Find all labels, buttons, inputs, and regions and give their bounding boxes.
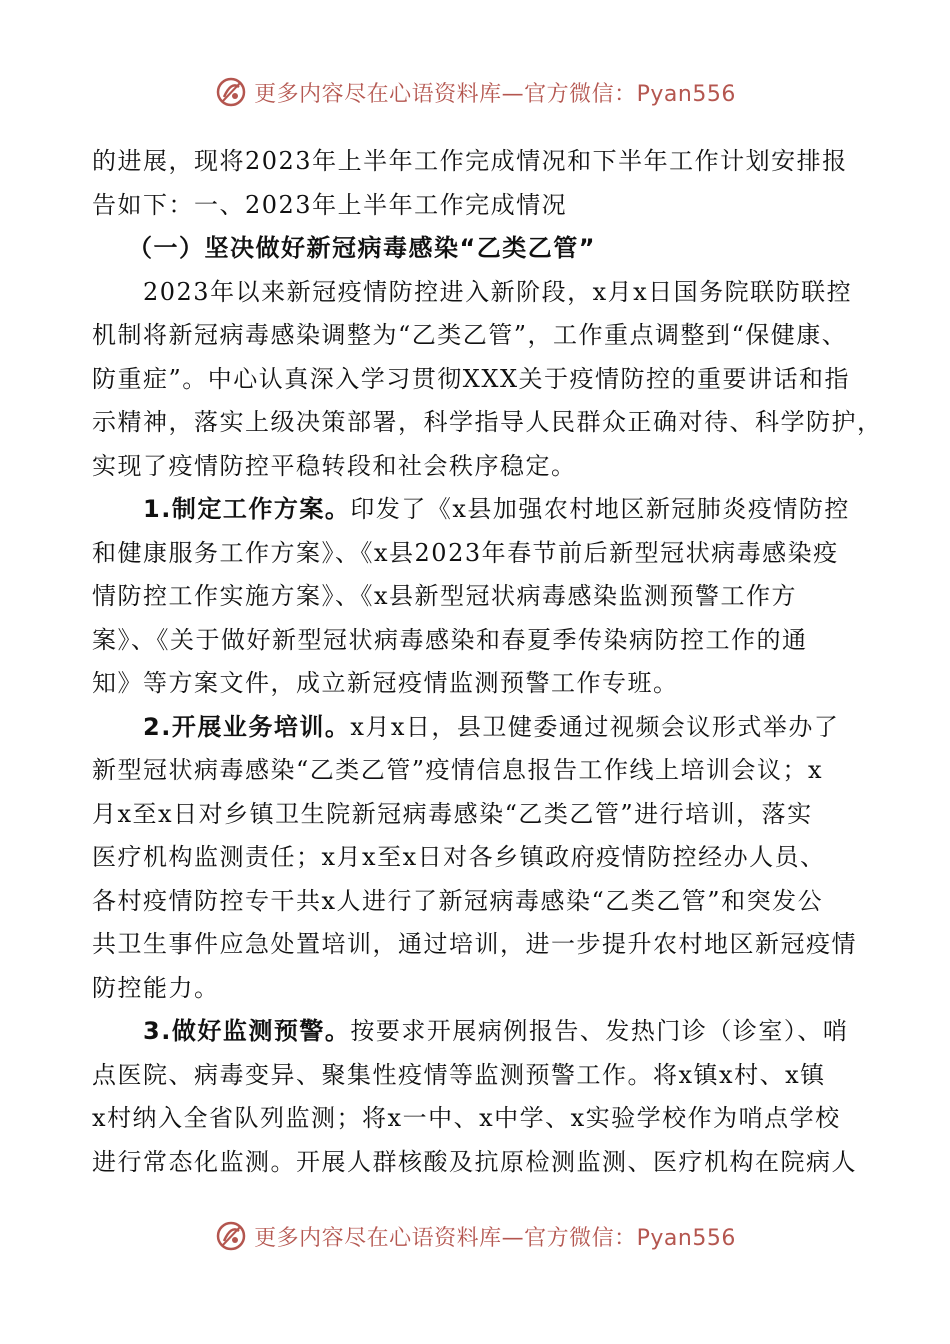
paragraph-item-1 — [92, 488, 872, 532]
text-line: 示精神，落实上级决策部署，科学指导人民群众正确对待、科学防护， — [92, 408, 883, 436]
text-line: 新型冠状病毒感染“乙类乙管”疫情信息报告工作线上培训会议；x — [92, 756, 824, 784]
text-line: 机制将新冠病毒感染调整为“乙类乙管”，工作重点调整到“保健康、 — [92, 321, 848, 349]
item-title: 3.做好监测预警。 — [92, 1017, 351, 1045]
watermark-text: 更多内容尽在心语资料库—官方微信：Pyan556 — [254, 1225, 736, 1251]
item-title: 2.开展业务培训。 — [92, 712, 351, 741]
text-line: 医疗机构监测责任；x月x至x日对各乡镇政府疫情防控经办人员、 — [92, 843, 826, 871]
paragraph-item-2 — [92, 706, 872, 750]
watermark-text: 更多内容尽在心语资料库—官方微信：Pyan556 — [254, 81, 736, 107]
text-line: 情防控工作实施方案》、《x县新型冠状病毒感染监测预警工作方 — [92, 582, 798, 610]
text-line: 点医院、病毒变异、聚集性疫情等监测预警工作。将x镇x村、x镇 — [92, 1060, 826, 1089]
text-line: 和健康服务工作方案》、《x县2023年春节前后新型冠状病毒感染疫 — [92, 538, 839, 567]
text-line: 月x至x日对乡镇卫生院新冠病毒感染“乙类乙管”进行培训，落实 — [92, 799, 813, 828]
text-line: 案》、《关于做好新型冠状病毒感染和春夏季传染病防控工作的通 — [92, 625, 808, 654]
item-text: 印发了《x县加强农村地区新冠肺炎疫情防控 — [350, 495, 850, 523]
item-title: 1.制定工作方案。 — [92, 495, 351, 523]
watermark-header — [0, 72, 950, 112]
text-line: 防重症”。中心认真深入学习贯彻XXX关于疫情防控的重要讲话和指 — [92, 364, 851, 393]
text-line: 的进展，现将2023年上半年工作完成情况和下半年工作计划安排报 — [92, 147, 848, 175]
paragraph-item-3 — [92, 1010, 872, 1054]
text-line: 共卫生事件应急处置培训，通过培训，进一步提升农村地区新冠疫情 — [92, 930, 857, 958]
text-line: 防控能力。 — [92, 973, 220, 1002]
text-line: 进行常态化监测。开展人群核酸及抗原检测监测、医疗机构在院病人 — [92, 1147, 857, 1176]
logo-icon — [214, 1219, 248, 1253]
text-line: 知》等方案文件，成立新冠疫情监测预警工作专班。 — [92, 669, 679, 697]
text-line: 实现了疫情防控平稳转段和社会秩序稳定。 — [92, 451, 577, 480]
text-line: 告如下：一、2023年上半年工作完成情况 — [92, 190, 568, 219]
text-line: 各村疫情防控专干共x人进行了新冠病毒感染“乙类乙管”和突发公 — [92, 886, 824, 915]
logo-icon — [214, 75, 248, 109]
item-text: 按要求开展病例报告、发热门诊（诊室）、哨 — [350, 1017, 849, 1045]
text-line: x村纳入全省队列监测；将x一中、x中学、x实验学校作为哨点学校 — [92, 1104, 841, 1132]
item-text: x月x日，县卫健委通过视频会议形式举办了 — [350, 712, 840, 741]
text-line: 2023年以来新冠疫情防控进入新阶段，x月x日国务院联防联控 — [92, 277, 853, 306]
watermark-footer — [0, 1216, 950, 1256]
section-heading: （一）坚决做好新冠病毒感染“乙类乙管” — [128, 234, 597, 262]
document-body — [92, 140, 883, 1184]
